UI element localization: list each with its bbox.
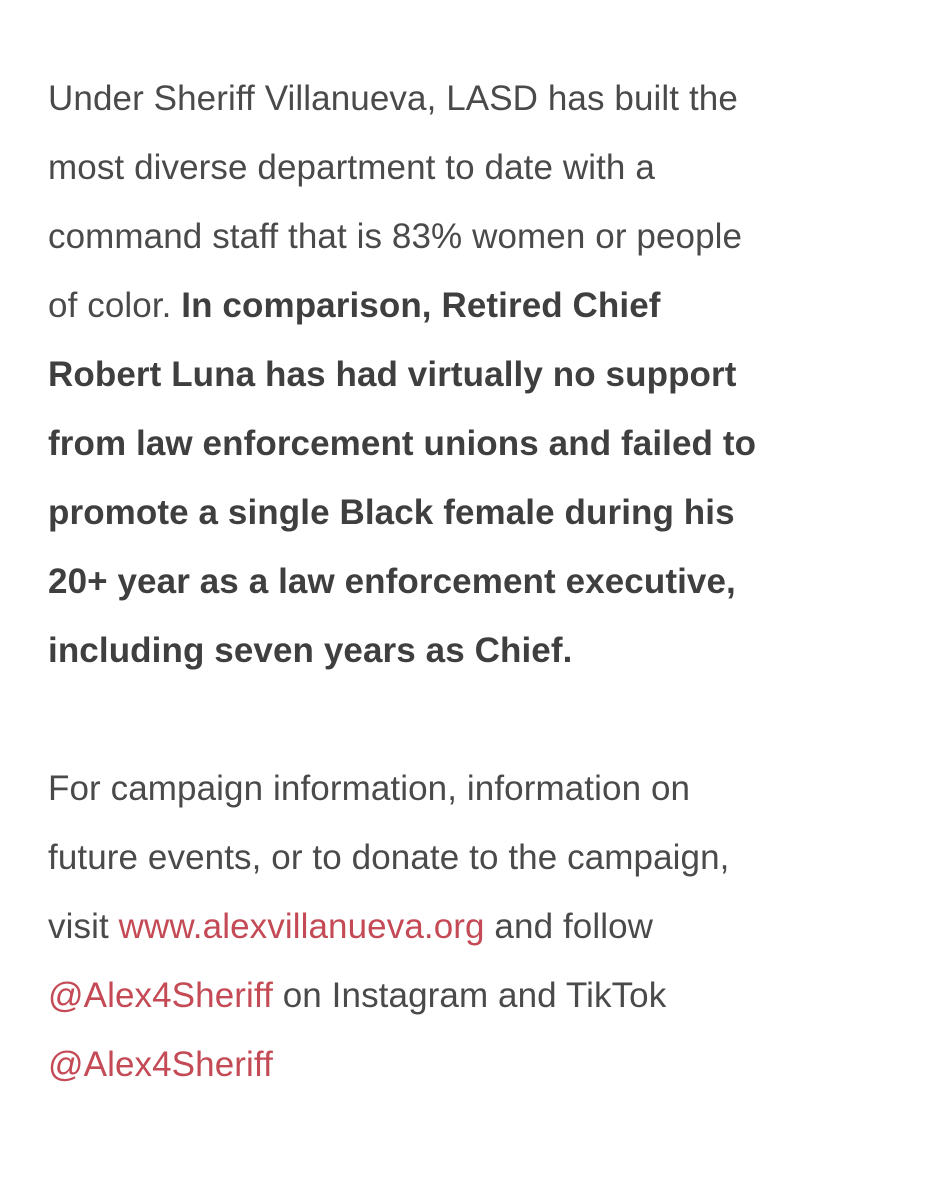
text-fragment: of color. — [48, 286, 182, 325]
website-link[interactable]: www.alexvillanueva.org — [118, 907, 485, 946]
bold-text: In comparison, Retired Chief — [181, 286, 661, 325]
paragraph-campaign-info — [48, 754, 898, 1099]
text-line — [48, 976, 666, 1015]
text-fragment: visit — [48, 907, 119, 946]
bold-text: Robert Luna has had virtually no support — [48, 355, 737, 394]
bold-text: 20+ year as a law enforcement executive, — [48, 562, 736, 601]
bold-text: promote a single Black female during his — [48, 493, 735, 532]
text-fragment: on Instagram and TikTok — [272, 976, 667, 1015]
bold-text: from law enforcement unions and failed to — [48, 424, 757, 463]
tiktok-handle-link[interactable]: @Alex4Sheriff — [48, 1045, 273, 1084]
article-body — [48, 64, 898, 1099]
text-line: Under Sheriff Villanueva, LASD has built the — [48, 79, 738, 118]
text-line: command staff that is 83% women or people — [48, 217, 743, 256]
paragraph-diversity — [48, 64, 898, 685]
text-line: future events, or to donate to the campaign, — [48, 838, 730, 877]
text-line: most diverse department to date with a — [48, 148, 655, 187]
text-line — [48, 286, 661, 325]
text-line: For campaign information, information on — [48, 769, 691, 808]
bold-text: including seven years as Chief. — [48, 631, 573, 670]
instagram-handle-link[interactable]: @Alex4Sheriff — [48, 976, 273, 1015]
text-fragment: and follow — [484, 907, 654, 946]
text-line — [48, 907, 653, 946]
